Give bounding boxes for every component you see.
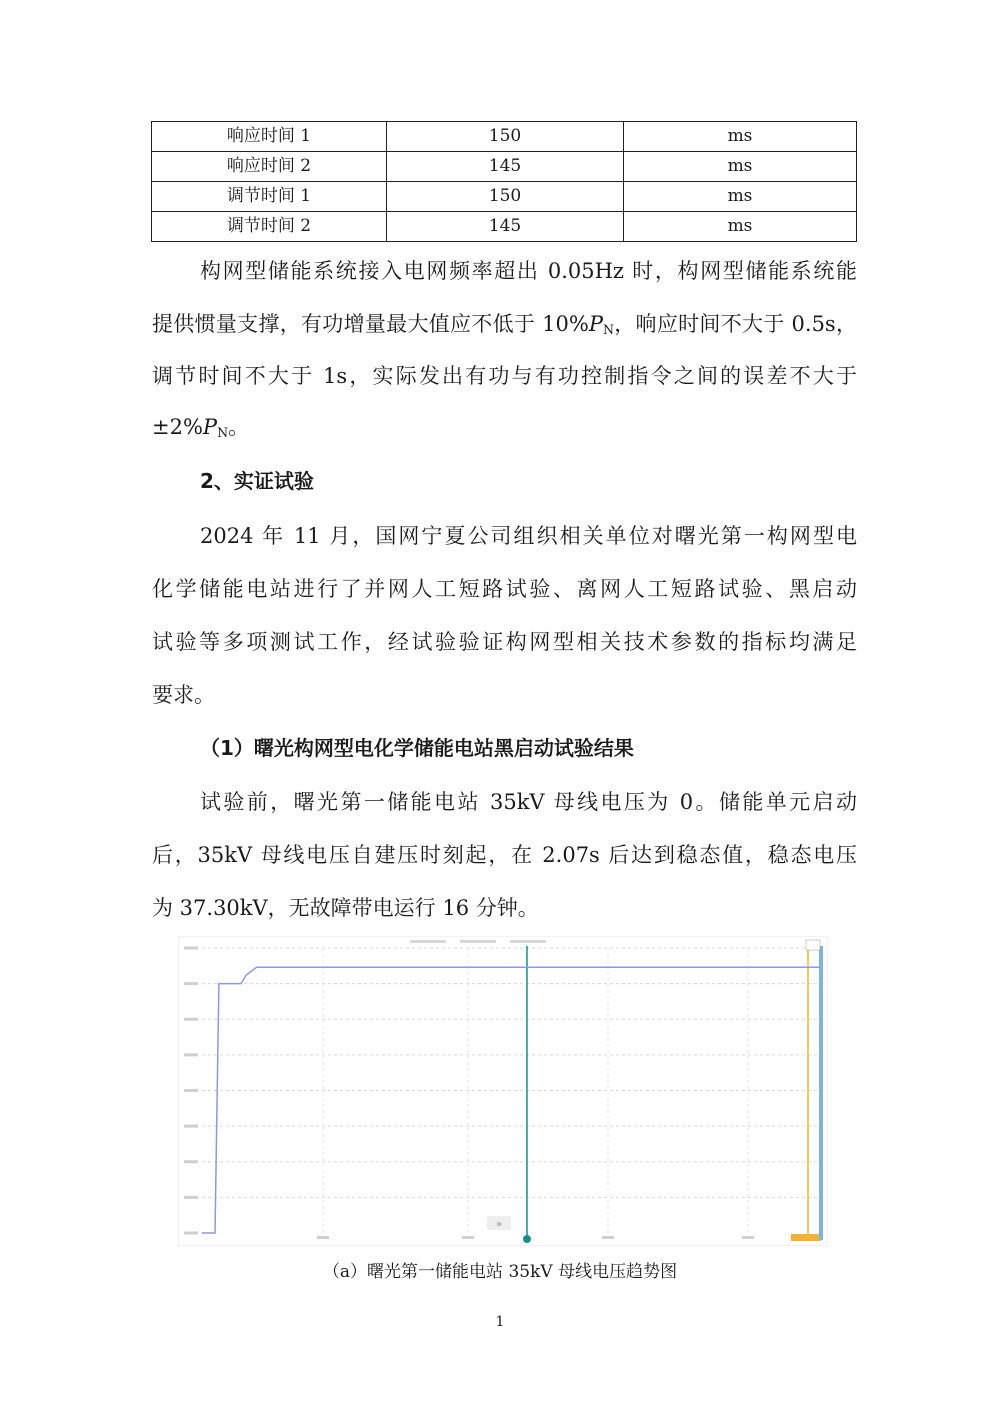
cursor-marker-blue[interactable] <box>819 946 823 1240</box>
y-tick-label <box>184 1089 198 1092</box>
text-run: ±2% <box>152 415 203 439</box>
voltage-trend-chart <box>178 936 828 1246</box>
x-tick-label <box>742 1236 754 1239</box>
subscript-n: N <box>602 322 614 338</box>
text-run: ，响应时间不大于 0.5s， <box>613 312 857 336</box>
y-tick-label <box>184 947 198 950</box>
table-cell: ms <box>624 122 857 152</box>
x-tick-label <box>462 1236 474 1239</box>
y-tick-label <box>184 1196 198 1199</box>
paragraph-line: 试验前，曙光第一储能电站 35kV 母线电压为 0。储能单元启动 <box>200 790 857 814</box>
paragraph-line: 后，35kV 母线电压自建压时刻起，在 2.07s 后达到稳态值，稳态电压 <box>152 843 857 867</box>
table-cell: 150 <box>387 182 624 212</box>
text-run: 。 <box>228 415 250 439</box>
table-cell: ms <box>624 182 857 212</box>
paragraph-line: 要求。 <box>152 683 215 707</box>
table-row <box>152 122 857 152</box>
range-handle[interactable] <box>791 1234 821 1241</box>
table-cell: 150 <box>387 122 624 152</box>
y-tick-label <box>184 1232 198 1235</box>
x-tick-label <box>602 1236 614 1239</box>
section-heading: 2、实证试验 <box>200 469 314 493</box>
table-cell: 响应时间 2 <box>152 152 387 182</box>
paragraph-line: 调节时间不大于 1s，实际发出有功与有功控制指令之间的误差不大于 <box>152 364 857 388</box>
symbol-p: P <box>202 415 218 439</box>
paragraph-line: 2024 年 11 月，国网宁夏公司组织相关单位对曙光第一构网型电 <box>200 524 857 548</box>
table-cell: ms <box>624 212 857 242</box>
subsection-heading: （1）曙光构网型电化学储能电站黑启动试验结果 <box>200 736 634 760</box>
double-chevron-right-icon: » <box>495 1219 503 1230</box>
paragraph-line: 为 37.30kV，无故障带电运行 16 分钟。 <box>152 896 539 920</box>
legend-entry[interactable] <box>460 940 496 943</box>
figure-caption: （a）曙光第一储能电站 35kV 母线电压趋势图 <box>322 1262 678 1282</box>
table-row <box>152 152 857 182</box>
paragraph-line: 构网型储能系统接入电网频率超出 0.05Hz 时，构网型储能系统能 <box>200 259 857 283</box>
legend-entry[interactable] <box>510 940 546 943</box>
table-row <box>152 182 857 212</box>
cursor-handle[interactable] <box>523 1235 531 1243</box>
legend-entry[interactable] <box>410 940 446 943</box>
x-tick-label <box>317 1236 329 1239</box>
y-tick-label <box>184 982 198 985</box>
table-row <box>152 212 857 242</box>
table-cell: 145 <box>387 212 624 242</box>
y-tick-label <box>184 1053 198 1056</box>
table-cell: 调节时间 2 <box>152 212 387 242</box>
paragraph-line: 试验等多项测试工作，经试验验证构网型相关技术参数的指标均满足 <box>152 630 857 654</box>
paragraph-line: 化学储能电站进行了并网人工短路试验、离网人工短路试验、黑启动 <box>152 577 857 601</box>
paragraph-line <box>152 412 857 448</box>
chart-legend <box>410 940 546 943</box>
paragraph-line <box>152 309 857 345</box>
y-tick-label <box>184 1160 198 1163</box>
subscript-n: N <box>217 425 229 441</box>
y-tick-label <box>184 1125 198 1128</box>
table-cell: 145 <box>387 152 624 182</box>
y-tick-label <box>184 1018 198 1021</box>
text-run: 提供惯量支撑，有功增量最大值应不低于 10% <box>152 312 589 336</box>
chart-toolbar-box[interactable] <box>806 940 820 950</box>
table-cell: ms <box>624 152 857 182</box>
table-cell: 响应时间 1 <box>152 122 387 152</box>
page-number: 1 <box>495 1314 505 1330</box>
chart-canvas <box>178 936 828 1246</box>
parameter-table <box>151 121 857 242</box>
table-cell: 调节时间 1 <box>152 182 387 212</box>
symbol-p: P <box>588 312 603 336</box>
